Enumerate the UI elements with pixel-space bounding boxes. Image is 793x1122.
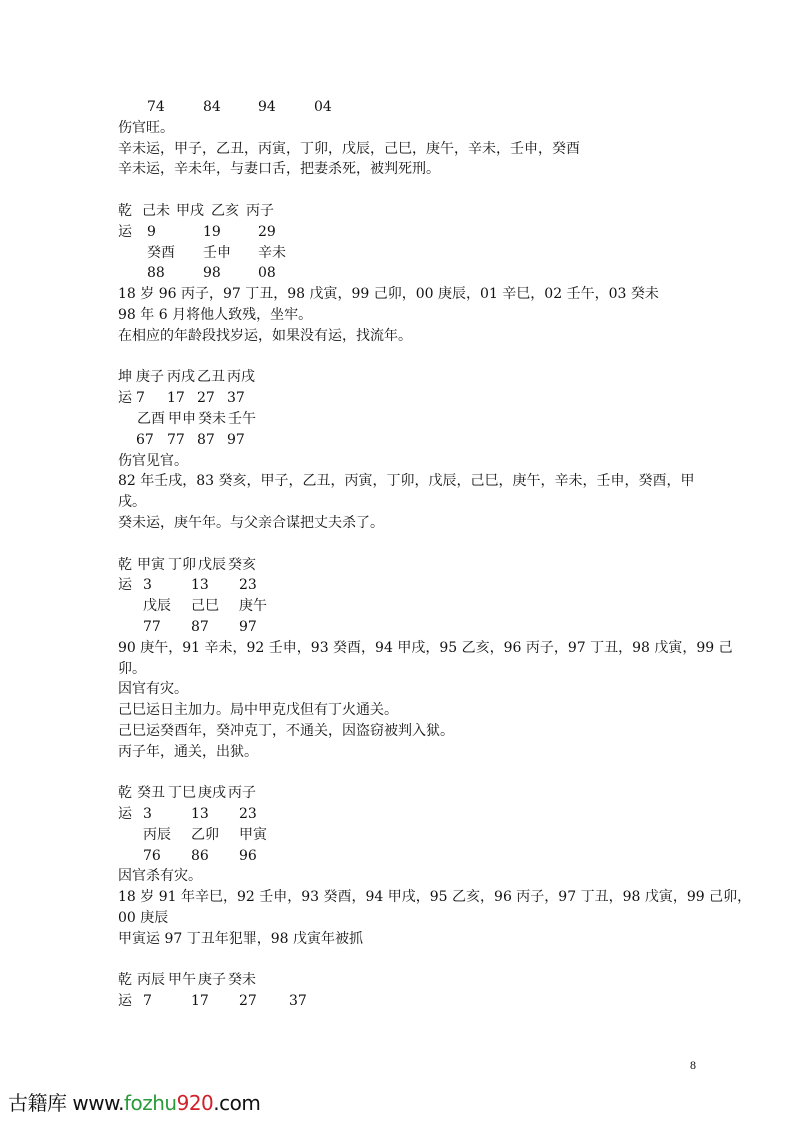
cell: 甲午: [168, 972, 196, 989]
cell: 23: [239, 577, 257, 594]
luck-pillar-row: [118, 243, 698, 264]
cell: 丙辰: [143, 826, 171, 843]
cell: 乙丑: [197, 369, 225, 386]
luck-pillar-row: [118, 825, 698, 846]
watermark-red: 920: [176, 1091, 214, 1115]
cell: 27: [239, 993, 257, 1010]
text: 辛未运，辛未年，与妻口舌，把妻杀死，被判死刑。: [118, 161, 440, 178]
text-line: [118, 451, 698, 472]
chart-row: [118, 783, 698, 804]
cell: 癸亥: [228, 556, 256, 573]
cell: 3: [143, 806, 152, 823]
chart-row: [118, 367, 698, 388]
luck-pillar-row: [118, 596, 698, 617]
text-line: [118, 284, 698, 305]
chart-row: [118, 970, 698, 991]
luck-age-row: [118, 804, 698, 825]
cell: 庚子: [198, 972, 226, 989]
text: 98 年 6 月将他人致残，坐牢。: [118, 306, 313, 323]
cell: 运: [118, 390, 132, 407]
blank-line: [118, 180, 698, 201]
cell: 丙辰: [137, 972, 165, 989]
cell: 癸酉: [147, 244, 175, 261]
cell: 癸未: [198, 410, 226, 427]
text-line: [118, 118, 698, 139]
cell: 运: [118, 806, 132, 823]
text-line: [118, 471, 698, 492]
text: 因官杀有灾。: [118, 868, 202, 885]
cell: 癸未: [228, 972, 256, 989]
text: 卯。: [118, 660, 146, 677]
cell: 壬申: [203, 244, 231, 261]
cell: 己巳: [191, 598, 219, 615]
cell: 74: [147, 99, 165, 115]
text: 己巳运癸酉年，癸冲克丁，不通关，因盗窃被判入狱。: [118, 722, 454, 739]
text: 伤官旺。: [118, 119, 174, 136]
cell: 84: [203, 99, 221, 115]
cell: 庚戌: [198, 785, 226, 802]
cell: 67: [136, 431, 154, 448]
cell: 96: [239, 847, 257, 864]
text: 戌。: [118, 494, 146, 511]
cell: 86: [191, 847, 209, 864]
luck-age-row: [118, 388, 698, 409]
cell: 87: [197, 431, 215, 448]
text-line: [118, 700, 698, 721]
text: 丙子年，通关，出狱。: [118, 743, 258, 760]
year-row: [118, 97, 698, 118]
text-line: [118, 159, 698, 180]
text-line: [118, 492, 698, 513]
cell: 戊辰: [143, 598, 171, 615]
watermark-suffix: .com: [213, 1091, 261, 1115]
cell: 乾: [118, 202, 132, 219]
cell: 94: [258, 99, 276, 115]
watermark-green: fozhu: [123, 1091, 177, 1115]
year-row: [118, 430, 698, 451]
text-line: [118, 305, 698, 326]
cell: 乙亥: [211, 202, 239, 219]
cell: 庚子: [136, 369, 164, 386]
cell: 77: [167, 431, 185, 448]
cell: 运: [118, 993, 132, 1010]
watermark: [8, 1087, 260, 1116]
chart-row: [118, 555, 698, 576]
luck-age-row: [118, 575, 698, 596]
cell: 04: [314, 99, 332, 115]
cell: 77: [143, 618, 161, 635]
cell: 甲寅: [137, 556, 165, 573]
text: 18 岁 91 年辛巳，92 壬申，93 癸酉，94 甲戌，95 乙亥，96 丙子，97 丁丑，98 戊寅，99 己卯，: [118, 889, 752, 906]
cell: 乾: [118, 785, 132, 802]
text-line: [118, 887, 752, 908]
cell: 9: [147, 223, 156, 240]
blank-line: [118, 347, 698, 368]
cell: 戊辰: [198, 556, 226, 573]
year-row: [118, 263, 698, 284]
year-row: [118, 846, 698, 867]
document-body: [118, 97, 752, 1012]
text: 甲寅运 97 丁丑年犯罪，98 戊寅年被抓: [118, 930, 363, 947]
cell: 87: [191, 618, 209, 635]
text: 18 岁 96 丙子，97 丁丑，98 戊寅，99 己卯，00 庚辰，01 辛巳，02 壬午，03 癸未: [118, 286, 659, 303]
cell: 乾: [118, 972, 132, 989]
cell: 丙子: [246, 202, 274, 219]
cell: 08: [258, 265, 276, 282]
luck-pillar-row: [118, 409, 698, 430]
text-line: [118, 326, 698, 347]
cell: 甲申: [168, 410, 196, 427]
cell: 97: [239, 618, 257, 635]
watermark-prefix: 古籍库 www.: [8, 1091, 124, 1115]
cell: 丁卯: [168, 556, 196, 573]
text-line: [118, 721, 698, 742]
cell: 坤: [118, 369, 132, 386]
cell: 7: [143, 993, 152, 1010]
cell: 37: [289, 993, 307, 1010]
blank-line: [118, 763, 698, 784]
cell: 丙子: [228, 785, 256, 802]
text: 00 庚辰: [118, 910, 169, 927]
text: 己巳运日主加力。局中甲克戊但有丁火通关。: [118, 702, 398, 719]
cell: 运: [118, 223, 132, 240]
cell: 98: [203, 265, 221, 282]
text: 90 庚午，91 辛未，92 壬申，93 癸酉，94 甲戌，95 乙亥，96 丙子，97 丁丑，98 戊寅，99 己: [118, 639, 733, 656]
text-line: [118, 742, 698, 763]
cell: 19: [203, 223, 221, 240]
text-line: [118, 866, 698, 887]
luck-age-row: [118, 222, 698, 243]
cell: 7: [136, 390, 145, 407]
cell: 13: [191, 577, 209, 594]
cell: 37: [227, 390, 245, 407]
blank-line: [118, 950, 698, 971]
cell: 丙戌: [227, 369, 255, 386]
cell: 甲寅: [239, 826, 267, 843]
cell: 壬午: [228, 410, 256, 427]
cell: 丙戌: [167, 369, 195, 386]
year-row: [118, 617, 698, 638]
text-line: [118, 908, 698, 929]
cell: 97: [227, 431, 245, 448]
cell: 29: [258, 223, 276, 240]
text: 82 年壬戌，83 癸亥，甲子，乙丑，丙寅，丁卯，戊辰，己巳，庚午，辛未，壬申，癸酉，甲: [118, 473, 695, 490]
cell: 乙酉: [137, 410, 165, 427]
text-line: [118, 659, 698, 680]
cell: 运: [118, 577, 132, 594]
text-line: [118, 513, 698, 534]
text: 癸未运，庚午年。与父亲合谋把丈夫杀了。: [118, 514, 384, 531]
text-line: [118, 139, 698, 160]
cell: 己未: [142, 202, 170, 219]
cell: 13: [191, 806, 209, 823]
cell: 17: [167, 390, 185, 407]
text: 辛未运，甲子，乙丑，丙寅，丁卯，戊辰，己巳，庚午，辛未，壬申，癸酉: [118, 140, 580, 157]
text: 伤官见官。: [118, 452, 188, 469]
cell: 23: [239, 806, 257, 823]
text-line: [118, 679, 698, 700]
text: 在相应的年龄段找岁运，如果没有运，找流年。: [118, 327, 412, 344]
page-number: 8: [690, 1058, 696, 1072]
chart-row: [118, 201, 698, 222]
text-line: [118, 929, 698, 950]
cell: 辛未: [258, 244, 286, 261]
blank-line: [118, 534, 698, 555]
cell: 丁巳: [168, 785, 196, 802]
cell: 乙卯: [191, 826, 219, 843]
cell: 3: [143, 577, 152, 594]
cell: 乾: [118, 556, 132, 573]
cell: 17: [191, 993, 209, 1010]
cell: 癸丑: [137, 785, 165, 802]
cell: 甲戌: [176, 202, 204, 219]
text: 因官有灾。: [118, 681, 188, 698]
cell: 88: [147, 265, 165, 282]
luck-age-row: [118, 991, 698, 1012]
cell: 76: [143, 847, 161, 864]
text-line: [118, 638, 733, 659]
cell: 庚午: [239, 598, 267, 615]
cell: 27: [197, 390, 215, 407]
